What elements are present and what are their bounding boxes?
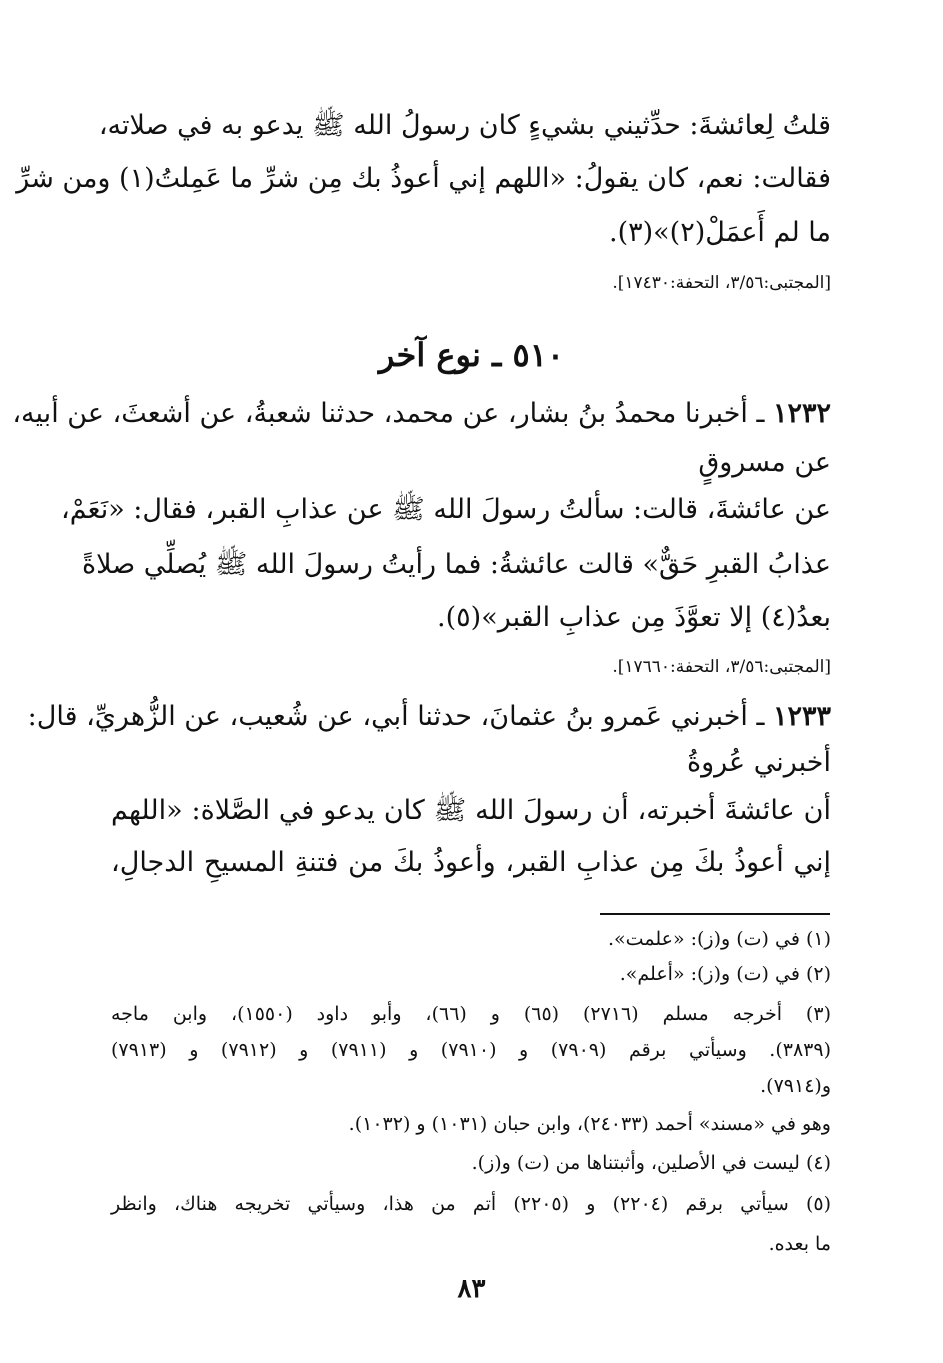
hadith-1233-matn-line-1: أن عائشةَ أخبرته، أن رسولَ الله ﷺ كان يدعو في الصَّلاة: «اللهم [111,795,831,826]
footnote-3-line-1: (٣) أخرجه مسلم (٢٧١٦) (٦٥) و (٦٦)، وأبو داود (١٥٥٠)، وابن ماجه [111,1003,831,1025]
hadith-1233-isnad-line-1 [27,701,831,732]
footnote-5-line-1: (٥) سيأتي برقم (٢٢٠٤) و (٢٢٠٥) أتم من هذا، وسيأتي تخريجه هناك، وانظر [111,1193,832,1215]
hadith-1232-matn-line-1: عن عائشةَ، قالت: سألتُ رسولَ الله ﷺ عن عذابِ القبر، فقال: «نَعَمْ، [60,494,831,525]
hadith-1233-number: ١٢٣٣ [772,701,831,732]
footnote-1: (١) في (ت) و(ز): «علمت». [608,928,831,950]
hadith-1232-number: ١٢٣٢ [772,398,831,429]
hadith-1233-matn-line-2: إني أعوذُ بكَ مِن عذابِ القبر، وأعوذُ بكَ من فتنةِ المسيحِ الدجالِ، [111,847,831,878]
hadith-1232-isnad-line-1 [12,398,831,429]
footnote-2: (٢) في (ت) و(ز): «أعلم». [619,963,831,985]
hadith-1232-matn-line-3: بعدُ(٤) إلا تعوَّذَ مِن عذابِ القبر»(٥). [437,602,831,633]
hadith-1232-isnad-text: ـ أخبرنا محمدُ بنُ بشار، عن محمد، حدثنا شعبةُ، عن أشعثَ، عن أبيه، [12,398,765,429]
footnote-separator [600,913,830,915]
hadith-1232-reference: [المجتبى:٣/٥٦، التحفة:١٧٦٦٠]. [612,657,831,677]
opening-line-3: ما لم أَعمَلْ(٢)»(٣). [608,217,831,248]
opening-line-2: فقالت: نعم، كان يقولُ: «اللهم إني أعوذُ بك مِن شرِّ ما عَمِلتُ(١) ومن شرِّ [16,163,831,194]
hadith-1233-isnad-line-2: أخبرني عُروةُ [686,747,831,778]
section-heading: ٥١٠ ـ نوع آخر [378,336,565,374]
hadith-1232-matn-line-2: عذابُ القبرِ حَقٌّ» قالت عائشةُ: فما رأيتُ رسولَ الله ﷺ يُصلِّي صلاةً [82,549,831,580]
footnote-5-line-2: ما بعده. [768,1233,831,1255]
page-number: ٨٣ [457,1274,486,1304]
hadith-1232-isnad-line-2: عن مسروقٍ [698,447,831,478]
footnote-3-line-3: و(٧٩١٤). [760,1075,831,1097]
footnote-3-line-4: وهو في «مسند» أحمد (٢٤٠٣٣)، وابن حبان (١٠٣١) و (١٠٣٢). [348,1113,831,1135]
opening-reference: [المجتبى:٣/٥٦، التحفة:١٧٤٣٠]. [612,273,831,293]
hadith-1233-isnad-text: ـ أخبرني عَمرو بنُ عثمانَ، حدثنا أبي، عن شُعيب، عن الزُّهريِّ، قال: [27,701,765,732]
footnote-3-line-2: (٣٨٣٩). وسيأتي برقم (٧٩٠٩) و (٧٩١٠) و (٧٩١١) و (٧٩١٢) و (٧٩١٣) [111,1039,831,1061]
opening-line-1: قلتُ لِعائشةَ: حدِّثيني بشيءٍ كان رسولُ الله ﷺ يدعو به في صلاته، [98,110,831,141]
footnote-4: (٤) ليست في الأصلين، وأثبتناها من (ت) و(ز). [471,1152,831,1174]
